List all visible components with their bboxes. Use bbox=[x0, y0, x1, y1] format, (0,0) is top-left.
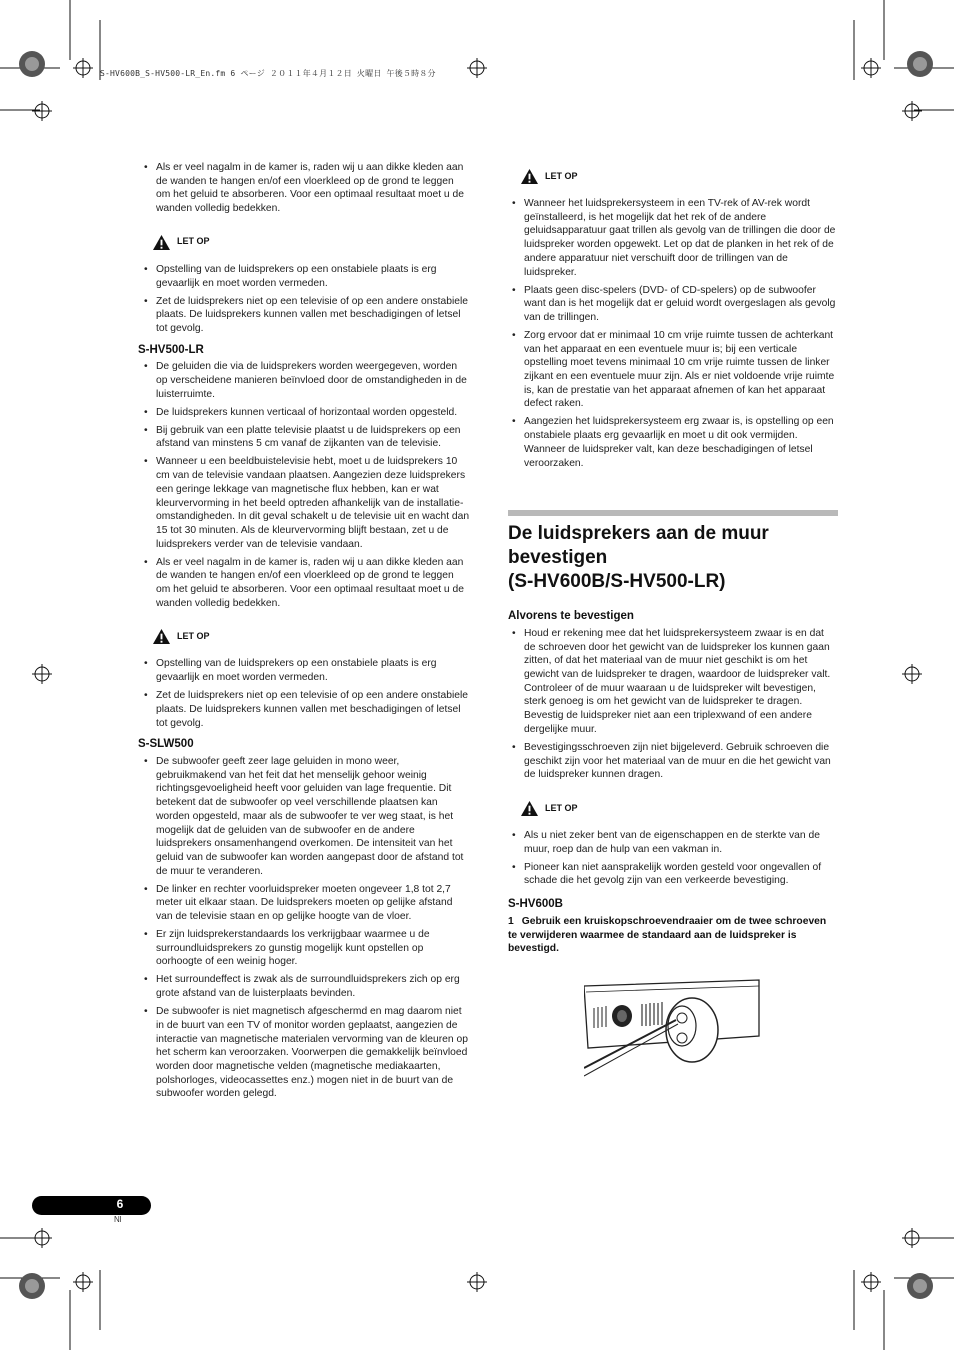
list-item: • Wanneer het luidsprekersysteem in een TV-rek of AV-rek wordt geïnstalleerd, is het mogelijk dat het rek of de andere geluidsapparatuur gaat trillen als gevolg van de trillingen die door de luidspreker worden opgewekt. Let op dat de planken in het rek of de andere apparatuur niet verschuift door de trillingen van de luidspreker. bbox=[508, 197, 838, 279]
caution-bullet-list bbox=[140, 263, 470, 336]
section-title-line: De luidsprekers aan de muur bbox=[508, 523, 769, 545]
warning-triangle-icon bbox=[152, 628, 171, 645]
step-text: Gebruik een kruiskopschroevendraaier om de twee schroeven te verwijderen waarmee de standaard aan de luidspreker is bevestigd. bbox=[508, 915, 827, 955]
list-item: • Wanneer u een beeldbuistelevisie hebt, moet u de luidsprekers 10 cm van de televisie vandaan plaatsen. Aangezien deze luidsprekers een geringe lekkage van magnetische flux hebben, kan er wat kleurvervorming in het beeld optreden afhankelijk van de installatie-omstandigheden. In dit geval schakelt u de televisie uit en wacht dan 15 tot 30 minuten. Als de kleurvervorming blijft bestaan, zet u de luidsprekers verder van de televisie vandaan. bbox=[140, 455, 470, 551]
caution-bullet-list bbox=[140, 657, 470, 730]
caution-block bbox=[520, 800, 838, 817]
subheading-before-mounting: Alvorens te bevestigen bbox=[508, 610, 634, 623]
list-item: • Bevestigingsschroeven zijn niet bijgeleverd. Gebruik schroeven die geschikt zijn voor het materiaal van de muur en die het gewicht van de luidspreker kunnen dragen. bbox=[508, 741, 838, 782]
list-item: • Zorg ervoor dat er minimaal 10 cm vrije ruimte tussen de achterkant van het apparaat en een eventuele muur is; bij een verticale opstelling moet tevens minimaal 10 cm vrije ruimte tussen de linker zijkant en een eventuele muur zijn. Als er niet voldoende vrije ruimte is, kan de prestatie van het apparaat afnemen of kan het apparaat defect raken. bbox=[508, 329, 838, 411]
list-item: • Bij gebruik van een platte televisie plaatst u de luidsprekers op een afstand van minstens 5 cm vanaf de zijkanten van de televisie. bbox=[140, 424, 470, 451]
step-instruction bbox=[508, 915, 838, 956]
list-item: • Opstelling van de luidsprekers op een onstabiele plaats is erg gevaarlijk en moet worden vermeden. bbox=[140, 657, 470, 684]
caution-bullet-list bbox=[508, 197, 838, 470]
list-item: • Houd er rekening mee dat het luidsprekersysteem zwaar is en dat de schroeven door het gewicht van de luidspreker los kunnen gaan zitten, of dat het materiaal van de muur niet geschikt is om het gewicht van de luidspreker te dragen, waardoor de luidspreker valt. Controleer of de muur waaraan u de luidspreker wilt bevestigen, sterk genoeg is om het gewicht van de luidspreker te dragen. Bevestig de luidspreker niet aan een triplexwand of een andere dergelijke muur. bbox=[508, 627, 838, 737]
list-item: • Het surroundeffect is zwak als de surroundluidsprekers zich op erg grote afstand van de luisterplaats bevinden. bbox=[140, 973, 470, 1000]
section-title bbox=[508, 522, 838, 594]
list-item: • Er zijn luidsprekerstandaards los verkrijgbaar waarmee u de surroundluidsprekers zo gunstig mogelijk kunt opstellen op oorhoogte of een weinig hoger. bbox=[140, 928, 470, 969]
section-divider-bar bbox=[508, 510, 838, 516]
list-item: • De subwoofer is niet magnetisch afgeschermd en mag daarom niet in de buurt van een TV of monitor worden geplaatst, aangezien de interactie van magnetische materialen vervorming van de kleuren op het scherm kan veroorzaken. Voorwerpen die gemakkelijk beïnvloed worden door magnetische velden (magnetische mediakaarten, polshorloges, videocassettes enz.) mogen niet in de buurt van de subwoofer worden gelegd. bbox=[140, 1005, 470, 1101]
right-column bbox=[508, 168, 838, 1131]
list-item: • Plaats geen disc-spelers (DVD- of CD-spelers) op de subwoofer want dan is het mogelijk dat er geluid wordt overgeslagen als gevolg van de trillingen. bbox=[508, 284, 838, 325]
slw500-bullet-list bbox=[140, 755, 470, 1101]
subheading-hv500-lr: S-HV500-LR bbox=[138, 343, 204, 356]
list-item: • Opstelling van de luidsprekers op een onstabiele plaats is erg gevaarlijk en moet worden vermeden. bbox=[140, 263, 470, 290]
list-item: • Als u niet zeker bent van de eigenschappen en de sterkte van de muur, roep dan de hulp van een vakman in. bbox=[508, 829, 838, 856]
screwdriver-speaker-illustration bbox=[584, 976, 764, 1126]
file-header-line: S-HV600B_S-HV500-LR_En.fm 6 ページ ２０１１年４月１２日 火曜日 午後５時８分 bbox=[100, 69, 436, 78]
warning-triangle-icon bbox=[520, 800, 539, 817]
caution-label: LET OP bbox=[177, 631, 210, 642]
caution-label: LET OP bbox=[177, 236, 210, 247]
left-column bbox=[140, 161, 470, 1105]
list-item: • De linker en rechter voorluidspreker moeten ongeveer 1,8 tot 2,7 meter uit elkaar staan. De luidsprekers moeten op gelijke afstand van de televisie staan en op gelijke hoogte van de vloer. bbox=[140, 883, 470, 924]
before-bullet-list bbox=[508, 627, 838, 782]
list-item: • Zet de luidsprekers niet op een televisie of op een andere onstabiele plaats. De luidsprekers kunnen vallen met beschadigingen of letsel tot gevolg. bbox=[140, 295, 470, 336]
list-item: • Als er veel nagalm in de kamer is, raden wij u aan dikke kleden aan de wanden te hangen en/of een vloerkleed op de grond te leggen om het geluid te absorberen. Voor een optimaal resultaat moet u de wanden volledig bedekken. bbox=[140, 556, 470, 611]
step-number: 1 bbox=[508, 915, 514, 927]
warning-triangle-icon bbox=[520, 168, 539, 185]
list-item: • De subwoofer geeft zeer lage geluiden in mono weer, gebruikmakend van het feit dat het menselijk gehoor weinig richtingsgevoeligheid heeft voor geluiden van lage frequentie. Dit betekent dat de subwoofer op veel verschillende plaatsen kan worden opgesteld, maar als de subwoofer te ver weg staat, is het mogelijk dat de geluiden van de subwoofer en de andere luidsprekers onsamenhangend overkomen. De intensiteit van het geluid van de subwoofer kan worden aangepast door de afstand tot de muur te veranderen. bbox=[140, 755, 470, 878]
list-item: • De luidsprekers kunnen verticaal of horizontaal worden opgesteld. bbox=[140, 406, 470, 420]
caution-block bbox=[520, 168, 838, 185]
hv500-bullet-list bbox=[140, 360, 470, 610]
subheading-slw500: S-SLW500 bbox=[138, 738, 194, 751]
caution-label: LET OP bbox=[545, 802, 578, 813]
caution-bullet-list bbox=[508, 829, 838, 888]
list-item: • Als er veel nagalm in de kamer is, raden wij u aan dikke kleden aan de wanden te hangen en/of een vloerkleed op de grond te leggen om het geluid te absorberen. Voor een optimaal resultaat moet u de wanden volledig bedekken. bbox=[140, 161, 470, 216]
page-number-badge bbox=[42, 1196, 151, 1215]
list-item: • De geluiden die via de luidsprekers worden weergegeven, worden op verscheidene manieren beïnvloed door de omstandigheden in de luisterruimte. bbox=[140, 360, 470, 401]
language-code: Nl bbox=[114, 1215, 122, 1224]
caution-block bbox=[152, 234, 470, 251]
list-item: • Zet de luidsprekers niet op een televisie of op een andere onstabiele plaats. De luidsprekers kunnen vallen met beschadigingen of letsel tot gevolg. bbox=[140, 689, 470, 730]
subheading-hv600b: S-HV600B bbox=[508, 898, 563, 911]
caution-label: LET OP bbox=[545, 170, 578, 181]
list-item: • Aangezien het luidsprekersysteem erg zwaar is, is opstelling op een onstabiele plaats erg gevaarlijk en moet u dit ook vermijden. Wanneer de luidspreker valt, kan deze beschadigingen of letsel veroorzaken. bbox=[508, 415, 838, 470]
section-title-line: bevestigen bbox=[508, 547, 608, 569]
list-item: • Pioneer kan niet aansprakelijk worden gesteld voor ongevallen of schade die het gevolg zijn van een verkeerde bevestiging. bbox=[508, 861, 838, 888]
caution-block bbox=[152, 628, 470, 645]
section-title-line: (S-HV600B/S-HV500-LR) bbox=[508, 571, 726, 593]
page-number: 6 bbox=[116, 1197, 124, 1211]
intro-bullet-list bbox=[140, 161, 470, 216]
warning-triangle-icon bbox=[152, 234, 171, 251]
